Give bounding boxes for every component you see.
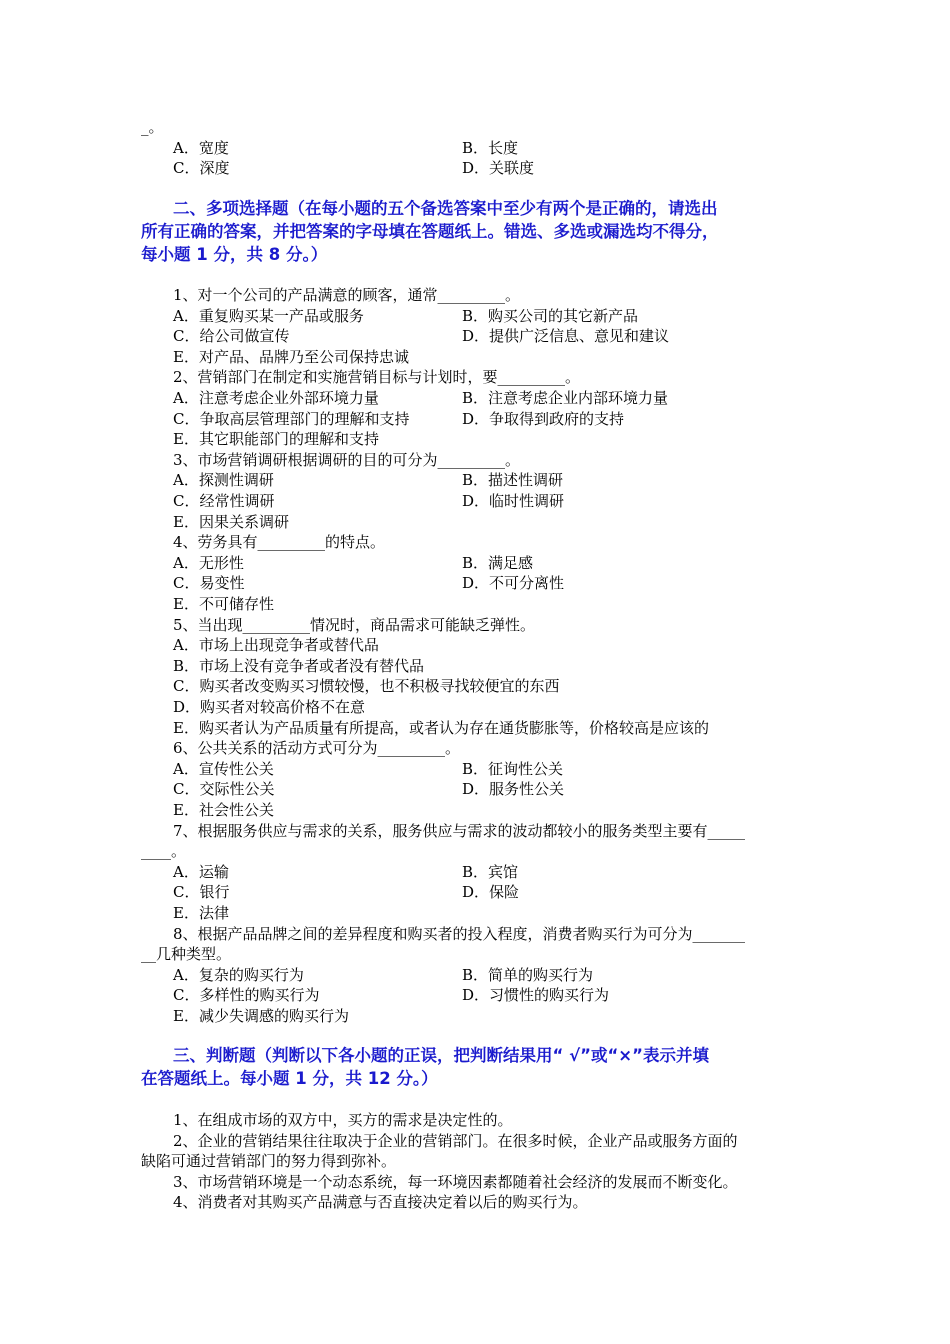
- option-b: B．注意考虑企业内部环境力量: [462, 389, 669, 407]
- option-c: C．银行: [173, 883, 230, 902]
- option-c: C．经常性调研: [173, 492, 275, 510]
- option-d: D．临时性调研: [462, 492, 565, 510]
- option-d: D．习惯性的购买行为: [462, 986, 610, 1005]
- section-heading-line: 所有正确的答案，并把答案的字母填在答题纸上。错选、多选或漏选均不得分，: [141, 222, 719, 241]
- question-text: 6、公共关系的活动方式可分为_________。: [173, 739, 461, 758]
- question-text: 7、根据服务供应与需求的关系，服务供应与需求的波动都较小的服务类型主要有_____: [173, 821, 746, 840]
- option-d: D．关联度: [462, 159, 535, 178]
- option-c: C．多样性的购买行为: [173, 986, 320, 1005]
- judgement-item-continued: 缺陷可通过营销部门的努力得到弥补。: [141, 1152, 397, 1171]
- option-b: B．简单的购买行为: [462, 965, 594, 984]
- judgement-item: 4、消费者对其购买产品满意与否直接决定着以后的购买行为。: [173, 1193, 588, 1212]
- option-a: A．宣传性公关: [173, 759, 274, 778]
- option-e: E．其它职能部门的理解和支持: [173, 430, 379, 449]
- option-c: C．给公司做宣传: [173, 327, 290, 346]
- option-a: A．注意考虑企业外部环境力量: [173, 389, 379, 407]
- option-e: E．购买者认为产品质量有所提高，或者认为存在通货膨胀等，价格较高是应该的: [173, 718, 709, 737]
- option-a: A．市场上出现竞争者或替代品: [173, 636, 379, 655]
- option-b: B．宾馆: [462, 862, 519, 881]
- option-b: B．描述性调研: [462, 471, 564, 490]
- option-c: C．深度: [173, 159, 230, 178]
- question-text: 2、营销部门在制定和实施营销目标与计划时，要_________。: [173, 368, 581, 387]
- judgement-item: 2、企业的营销结果往往取决于企业的营销部门。在很多时候，企业产品或服务方面的: [173, 1131, 738, 1150]
- option-e: E．对产品、品牌乃至公司保持忠诚: [173, 347, 409, 366]
- option-a: A．宽度: [173, 138, 229, 157]
- question-text: 5、当出现_________情况时，商品需求可能缺乏弹性。: [173, 615, 536, 634]
- option-a: A．探测性调研: [173, 471, 274, 490]
- option-c: C．争取高层管理部门的理解和支持: [173, 409, 410, 428]
- option-e: E．社会性公关: [173, 801, 274, 819]
- question-text-continued: __几种类型。: [141, 945, 232, 964]
- section-heading-line: 每小题 1 分，共 8 分。）: [141, 245, 328, 264]
- question-text-continued: ____。: [141, 842, 187, 861]
- option-c: C．易变性: [173, 574, 245, 593]
- option-a: A．重复购买某一产品或服务: [173, 306, 364, 325]
- option-b: B．购买公司的其它新产品: [462, 306, 639, 325]
- option-b: B．满足感: [462, 553, 534, 572]
- option-b: B．长度: [462, 138, 519, 157]
- option-d: D．提供广泛信息、意见和建议: [462, 327, 670, 346]
- prev-question-tail: _。: [141, 118, 164, 136]
- question-text: 3、市场营销调研根据调研的目的可分为_________。: [173, 450, 521, 469]
- judgement-item: 1、在组成市场的双方中，买方的需求是决定性的。: [173, 1111, 513, 1129]
- option-e: E．减少失调感的购买行为: [173, 1007, 349, 1025]
- section-heading-line: 二、多项选择题（在每小题的五个备选答案中至少有两个是正确的，请选出: [173, 199, 718, 218]
- option-e: E．法律: [173, 904, 229, 922]
- option-e: E．因果关系调研: [173, 512, 289, 531]
- option-b: B．市场上没有竞争者或者没有替代品: [173, 656, 425, 675]
- section-heading-line: 在答题纸上。每小题 1 分，共 12 分。）: [141, 1069, 438, 1088]
- option-c: C．交际性公关: [173, 780, 275, 799]
- judgement-item: 3、市场营销环境是一个动态系统，每一环境因素都随着社会经济的发展而不断变化。: [173, 1172, 738, 1191]
- option-d: D．争取得到政府的支持: [462, 409, 625, 428]
- option-a: A．无形性: [173, 553, 244, 572]
- option-a: A．运输: [173, 862, 229, 881]
- option-d: D．服务性公关: [462, 780, 565, 799]
- option-c: C．购买者改变购买习惯较慢，也不积极寻找较便宜的东西: [173, 677, 560, 696]
- question-text: 1、对一个公司的产品满意的顾客，通常_________。: [173, 286, 521, 304]
- section-heading-line: 三、判断题（判断以下各小题的正误，把判断结果用“ √”或“×”表示并填: [173, 1046, 709, 1065]
- option-d: D．保险: [462, 883, 520, 902]
- question-text: 8、根据产品品牌之间的差异程度和购买者的投入程度，消费者购买行为可分为_______: [173, 924, 746, 943]
- option-b: B．征询性公关: [462, 759, 564, 778]
- option-d: D．不可分离性: [462, 574, 565, 593]
- option-a: A．复杂的购买行为: [173, 965, 304, 984]
- option-d: D．购买者对较高价格不在意: [173, 698, 366, 716]
- question-text: 4、劳务具有_________的特点。: [173, 533, 386, 552]
- option-e: E．不可储存性: [173, 595, 274, 613]
